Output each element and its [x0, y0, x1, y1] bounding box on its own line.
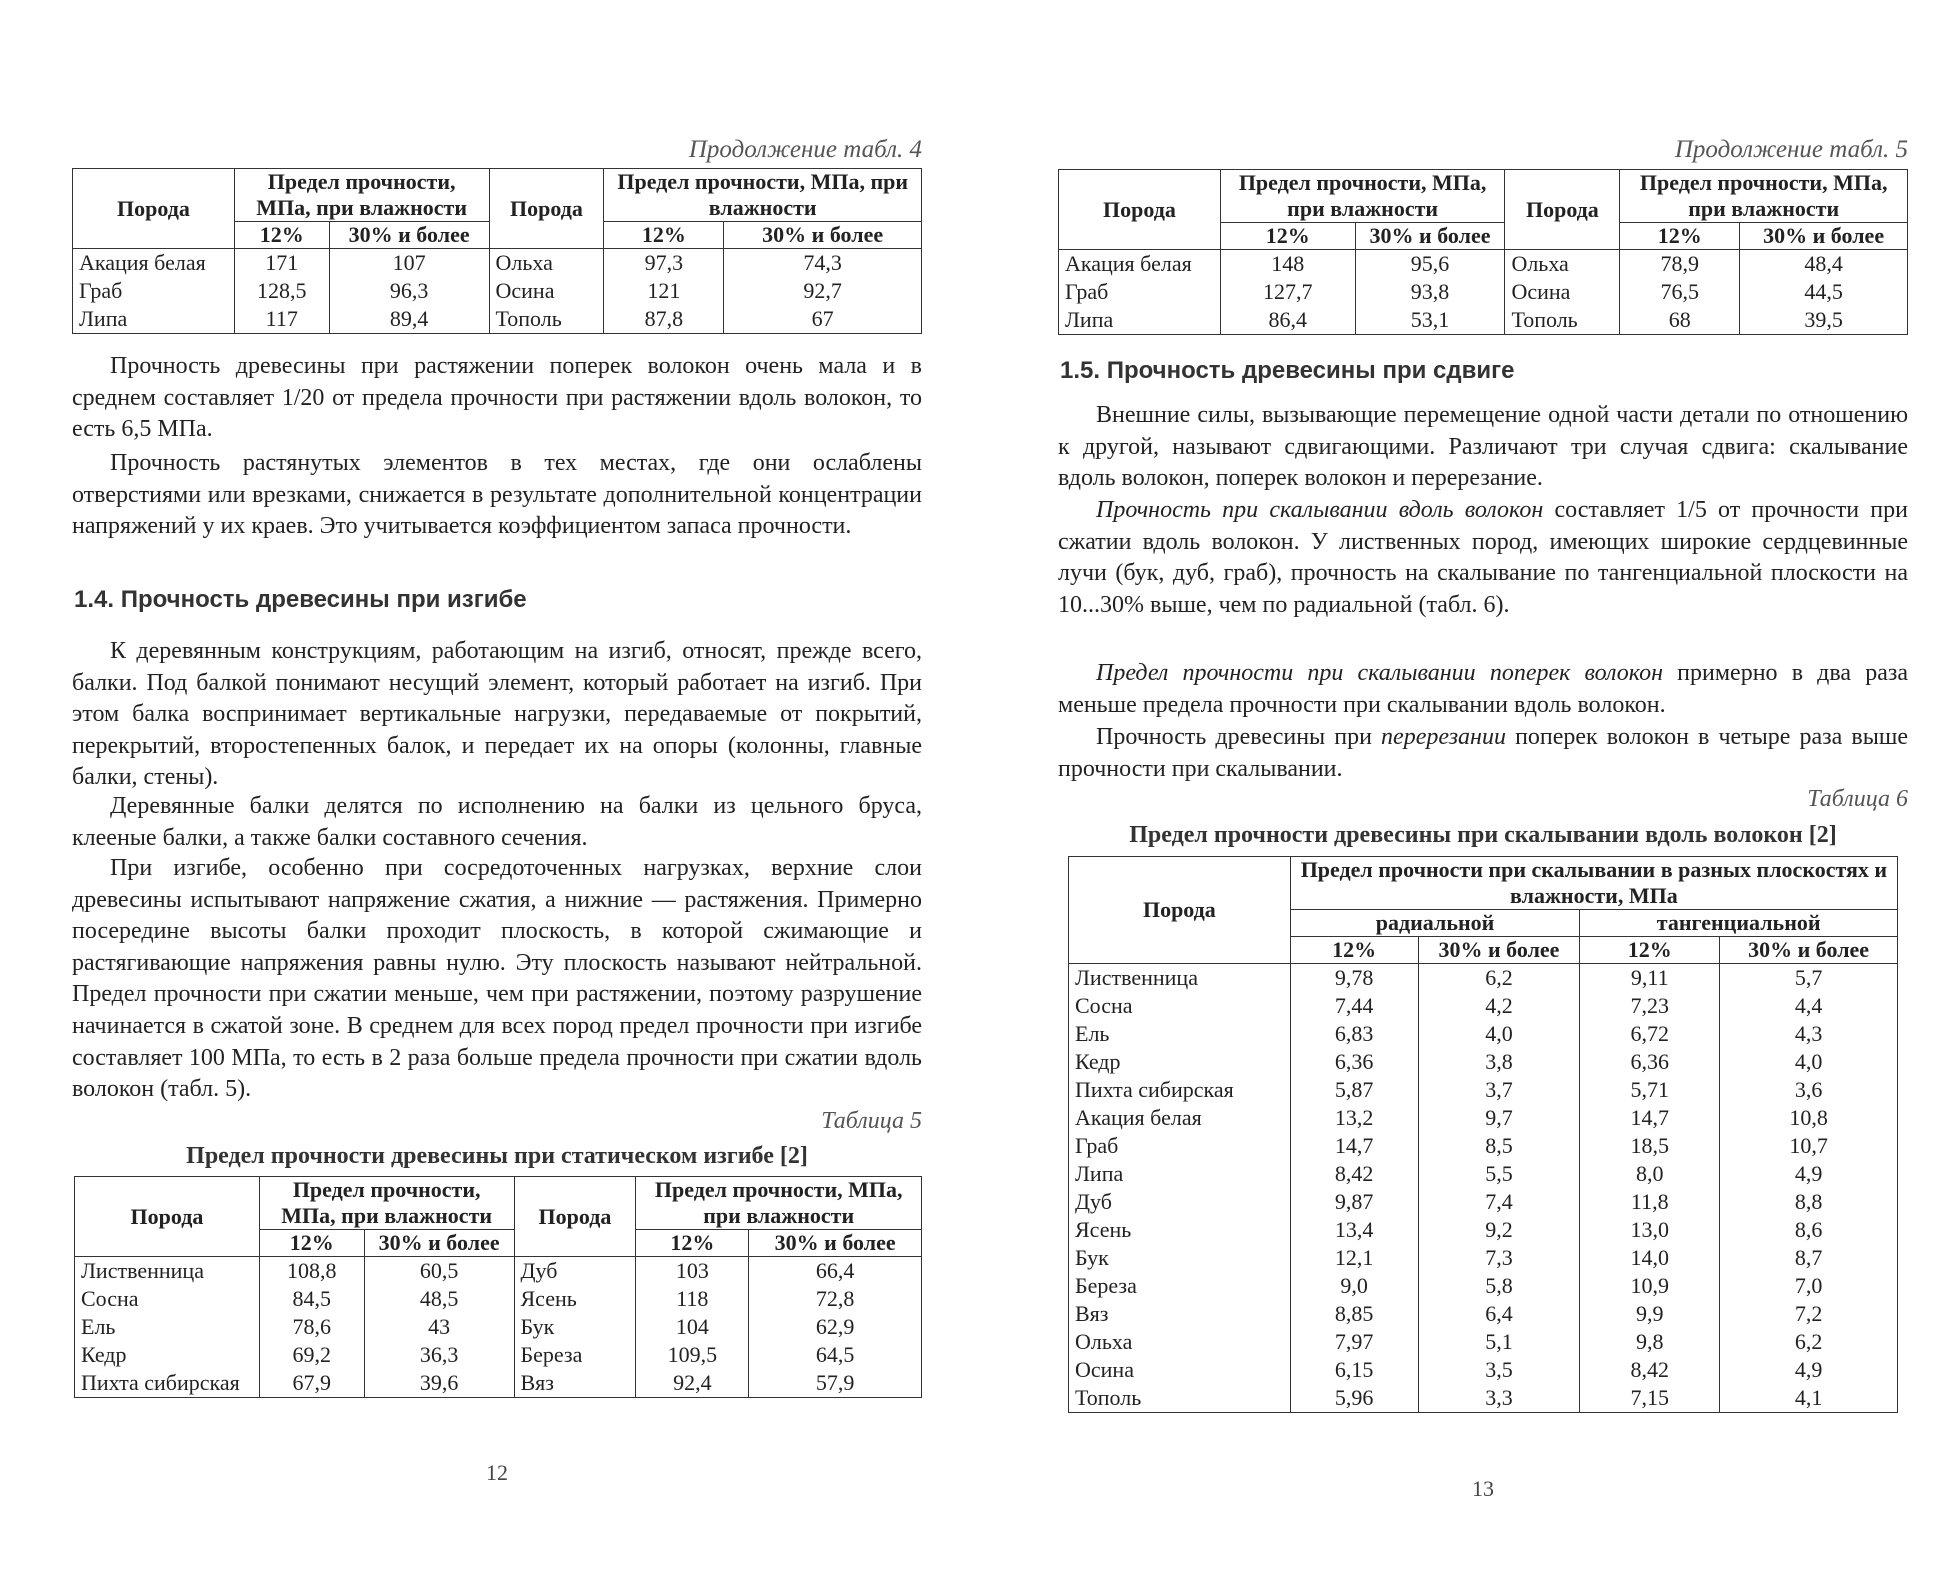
- table-cell: Тополь: [1069, 1384, 1291, 1413]
- table-cell: 9,0: [1290, 1272, 1418, 1300]
- col-header-species: Порода: [1069, 857, 1291, 964]
- table-cell: Пихта сибирская: [75, 1369, 260, 1398]
- table-cell: 10,9: [1580, 1272, 1720, 1300]
- table-cell: 7,4: [1418, 1188, 1580, 1216]
- table-cell: 53,1: [1355, 306, 1505, 335]
- table-row: [1069, 1300, 1898, 1328]
- col-header-strength: Предел прочности, МПа, при влажности: [1620, 170, 1908, 223]
- col-header-species: Порода: [489, 169, 604, 249]
- table-cell: 18,5: [1580, 1132, 1720, 1160]
- table-cell: 8,7: [1720, 1244, 1898, 1272]
- table-row: [1069, 1216, 1898, 1244]
- table-cell: 72,8: [749, 1285, 922, 1313]
- table-cell: Береза: [1069, 1272, 1291, 1300]
- table-row: [1069, 1272, 1898, 1300]
- table-cell: 6,4: [1418, 1300, 1580, 1328]
- table-cell: 68: [1620, 306, 1740, 335]
- table-cell: Граб: [1069, 1132, 1291, 1160]
- table-cell: Липа: [73, 305, 235, 334]
- table-cell: 67,9: [259, 1369, 364, 1398]
- table-row: [73, 305, 922, 334]
- table-row: [1069, 1356, 1898, 1384]
- col-header-species: Порода: [73, 169, 235, 249]
- paragraph: Прочность древесины при растяжении поперек волокон очень мала и в среднем составляет 1/20 от предела прочности при растяжении вдоль волокон, то есть 6,5 МПа.: [72, 353, 922, 443]
- table-cell: 3,3: [1418, 1384, 1580, 1413]
- table-cell: 86,4: [1220, 306, 1355, 335]
- table5: [74, 1176, 922, 1398]
- col-header-30: 30% и более: [1418, 937, 1580, 964]
- table-row: [1069, 1076, 1898, 1104]
- table-cell: Ясень: [514, 1285, 636, 1313]
- page-number: 13: [1472, 1476, 1494, 1501]
- table-cell: 36,3: [364, 1341, 514, 1369]
- table-cell: 4,2: [1418, 992, 1580, 1020]
- col-header-species: Порода: [514, 1177, 636, 1257]
- table-cell: Осина: [1069, 1356, 1291, 1384]
- section-heading: 1.5. Прочность древесины при сдвиге: [1060, 357, 1515, 384]
- table-cell: 48,4: [1740, 250, 1908, 279]
- table-cell: Осина: [1505, 278, 1620, 306]
- table-cell: 43: [364, 1313, 514, 1341]
- table-cell: 12,1: [1290, 1244, 1418, 1272]
- table-cell: 4,9: [1720, 1160, 1898, 1188]
- table-cell: 60,5: [364, 1257, 514, 1286]
- col-header-30: 30% и более: [1355, 223, 1505, 250]
- table-row: [1059, 278, 1908, 306]
- col-header-species: Порода: [75, 1177, 260, 1257]
- col-header-12: 12%: [1620, 223, 1740, 250]
- table-row: [1069, 1020, 1898, 1048]
- table-row: [1059, 306, 1908, 335]
- table-cell: 107: [329, 249, 489, 278]
- table-row: [1059, 250, 1908, 279]
- table-cell: 78,9: [1620, 250, 1740, 279]
- col-header-12: 12%: [1220, 223, 1355, 250]
- col-header-12: 12%: [259, 1230, 364, 1257]
- table-cell: 78,6: [259, 1313, 364, 1341]
- table-cell: 108,8: [259, 1257, 364, 1286]
- table-cell: 171: [234, 249, 329, 278]
- col-header-12: 12%: [234, 222, 329, 249]
- table-cell: Ольха: [1505, 250, 1620, 279]
- table6: [1068, 856, 1898, 1413]
- table-cell: 118: [636, 1285, 749, 1313]
- table-cell: 76,5: [1620, 278, 1740, 306]
- table-cell: Тополь: [1505, 306, 1620, 335]
- table-cell: 6,2: [1720, 1328, 1898, 1356]
- table-cell: Ель: [75, 1313, 260, 1341]
- table-cell: 89,4: [329, 305, 489, 334]
- table-cell: 117: [234, 305, 329, 334]
- col-header-30: 30% и более: [1720, 937, 1898, 964]
- table-cell: 62,9: [749, 1313, 922, 1341]
- table-cell: Ясень: [1069, 1216, 1291, 1244]
- table-row: [1069, 1328, 1898, 1356]
- table-row: [1069, 1384, 1898, 1413]
- table-row: [75, 1341, 922, 1369]
- col-header-tangential: тангенциальной: [1580, 910, 1898, 937]
- table-cell: 64,5: [749, 1341, 922, 1369]
- table-cell: 92,4: [636, 1369, 749, 1398]
- paragraph-text: примерно в два раза меньше предела прочности при скалывании вдоль волокон.: [1058, 660, 1909, 718]
- col-header-12: 12%: [1290, 937, 1418, 964]
- table-cell: 84,5: [259, 1285, 364, 1313]
- table-cell: Пихта сибирская: [1069, 1076, 1291, 1104]
- table-row: [73, 277, 922, 305]
- table-cell: 8,85: [1290, 1300, 1418, 1328]
- table-cell: 39,5: [1740, 306, 1908, 335]
- table-cell: Тополь: [489, 305, 604, 334]
- table-cell: 8,0: [1580, 1160, 1720, 1188]
- col-header-strength: Предел прочности, МПа, при влажности: [234, 169, 489, 222]
- table-cell: 97,3: [604, 249, 724, 278]
- table-row: [73, 249, 922, 278]
- table-cell: 13,2: [1290, 1104, 1418, 1132]
- table-cell: 7,0: [1720, 1272, 1898, 1300]
- table-cell: 14,7: [1580, 1104, 1720, 1132]
- table-cell: 14,7: [1290, 1132, 1418, 1160]
- table-cell: 3,5: [1418, 1356, 1580, 1384]
- table-cell: Вяз: [514, 1369, 636, 1398]
- table-cell: 3,8: [1418, 1048, 1580, 1076]
- table-cell: 7,97: [1290, 1328, 1418, 1356]
- table-cell: 6,72: [1580, 1020, 1720, 1048]
- table-cell: 4,1: [1720, 1384, 1898, 1413]
- table-cell: Сосна: [75, 1285, 260, 1313]
- table-cell: 4,4: [1720, 992, 1898, 1020]
- col-header-30: 30% и более: [749, 1230, 922, 1257]
- table-cell: 8,6: [1720, 1216, 1898, 1244]
- col-header-12: 12%: [1580, 937, 1720, 964]
- paragraph-text: поперек волокон в четыре раза выше прочности при скалывании.: [1058, 724, 1908, 782]
- col-header-shear-group: Предел прочности при скалывании в разных плоскостях и влажности, МПа: [1290, 857, 1897, 910]
- table-cell: Липа: [1059, 306, 1221, 335]
- table-cell: Кедр: [1069, 1048, 1291, 1076]
- table-cell: Дуб: [514, 1257, 636, 1286]
- table-cell: 6,36: [1290, 1048, 1418, 1076]
- table-cell: 103: [636, 1257, 749, 1286]
- table-row: [1069, 1188, 1898, 1216]
- table-cell: 9,7: [1418, 1104, 1580, 1132]
- paragraph: Внешние силы, вызывающие перемещение одной части детали по отношению к другой, называют сдвигающими. Различают три случая сдвига: скалывание вдоль волокон, поперек волокон и перерезание.: [1058, 402, 1908, 492]
- table-row: [75, 1369, 922, 1398]
- table-cell: 69,2: [259, 1341, 364, 1369]
- paragraph: [1058, 495, 1908, 621]
- table-cell: 5,96: [1290, 1384, 1418, 1413]
- table5-continuation-label: Продолжение табл. 5: [1674, 136, 1908, 163]
- table-cell: 11,8: [1580, 1188, 1720, 1216]
- table-cell: 93,8: [1355, 278, 1505, 306]
- table-cell: 5,87: [1290, 1076, 1418, 1104]
- col-header-species: Порода: [1059, 170, 1221, 250]
- table-cell: Дуб: [1069, 1188, 1291, 1216]
- table-cell: 7,3: [1418, 1244, 1580, 1272]
- table-cell: 6,2: [1418, 964, 1580, 993]
- table-cell: 104: [636, 1313, 749, 1341]
- table-cell: 44,5: [1740, 278, 1908, 306]
- paragraph: [1058, 658, 1908, 721]
- table-cell: 6,83: [1290, 1020, 1418, 1048]
- table-row: [75, 1313, 922, 1341]
- table-cell: 8,42: [1580, 1356, 1720, 1384]
- table-cell: 4,9: [1720, 1356, 1898, 1384]
- col-header-30: 30% и более: [329, 222, 489, 249]
- table-cell: 5,71: [1580, 1076, 1720, 1104]
- paragraph-text: составляет 1/5 от прочности при сжатии вдоль волокон. У лиственных пород, имеющих широкие сердцевинные лучи (бук, дуб, граб), прочность на скалывание по тангенциальной плоскости на 10...30% выше, чем по радиальной (табл. 6).: [1058, 497, 1908, 618]
- table-cell: Сосна: [1069, 992, 1291, 1020]
- table-cell: Липа: [1069, 1160, 1291, 1188]
- table-cell: Береза: [514, 1341, 636, 1369]
- table-cell: Граб: [73, 277, 235, 305]
- table-cell: 109,5: [636, 1341, 749, 1369]
- table-cell: 9,8: [1580, 1328, 1720, 1356]
- col-header-12: 12%: [636, 1230, 749, 1257]
- table6-label: Таблица 6: [1807, 786, 1908, 812]
- table-cell: 10,7: [1720, 1132, 1898, 1160]
- table-cell: 74,3: [724, 249, 922, 278]
- table-cell: 57,9: [749, 1369, 922, 1398]
- table-row: [1069, 992, 1898, 1020]
- table-cell: 128,5: [234, 277, 329, 305]
- table-cell: 9,2: [1418, 1216, 1580, 1244]
- table-cell: 5,8: [1418, 1272, 1580, 1300]
- table-cell: Вяз: [1069, 1300, 1291, 1328]
- table-cell: 7,44: [1290, 992, 1418, 1020]
- table-cell: 6,36: [1580, 1048, 1720, 1076]
- col-header-species: Порода: [1505, 170, 1620, 250]
- table5-label: Таблица 5: [821, 1108, 922, 1134]
- col-header-strength: Предел прочности, МПа, при влажности: [1220, 170, 1505, 223]
- table-cell: 96,3: [329, 277, 489, 305]
- table-cell: 5,1: [1418, 1328, 1580, 1356]
- table-row: [75, 1285, 922, 1313]
- col-header-radial: радиальной: [1290, 910, 1580, 937]
- paragraph: Прочность растянутых элементов в тех местах, где они ослаблены отверстиями или врезками, снижается в результате дополнительной концентрации напряжений у их краев. Это учитывается коэффициентом запаса прочности.: [72, 450, 922, 540]
- paragraph: Деревянные балки делятся по исполнению на балки из цельного бруса, клееные балки, а также балки составного сечения.: [72, 793, 922, 851]
- table-cell: 3,7: [1418, 1076, 1580, 1104]
- italic-term: перерезании: [1381, 724, 1506, 750]
- table-cell: 67: [724, 305, 922, 334]
- paragraph: [1058, 722, 1908, 785]
- table-row: [1069, 1132, 1898, 1160]
- table4-continuation-label: Продолжение табл. 4: [688, 136, 922, 163]
- table-cell: Бук: [1069, 1244, 1291, 1272]
- table-cell: 92,7: [724, 277, 922, 305]
- table-row: [1069, 964, 1898, 993]
- col-header-12: 12%: [604, 222, 724, 249]
- page-number: 12: [486, 1460, 508, 1485]
- table-cell: Ольха: [489, 249, 604, 278]
- table-cell: 48,5: [364, 1285, 514, 1313]
- table-row: [1069, 1244, 1898, 1272]
- col-header-strength: Предел прочности, МПа, при влажности: [604, 169, 922, 222]
- table-cell: 8,42: [1290, 1160, 1418, 1188]
- table-cell: Акация белая: [73, 249, 235, 278]
- table-cell: Акация белая: [1059, 250, 1221, 279]
- table-cell: 13,0: [1580, 1216, 1720, 1244]
- table-row: [1069, 1048, 1898, 1076]
- table-cell: 39,6: [364, 1369, 514, 1398]
- table-cell: 6,15: [1290, 1356, 1418, 1384]
- table-row: [1069, 1104, 1898, 1132]
- table5-caption: Предел прочности древесины при статическом изгибе [2]: [186, 1143, 808, 1169]
- table-cell: 5,7: [1720, 964, 1898, 993]
- table-cell: Кедр: [75, 1341, 260, 1369]
- table-cell: Лиственница: [1069, 964, 1291, 993]
- table4-continued: [72, 168, 922, 334]
- table-row: [75, 1257, 922, 1286]
- table-cell: 9,11: [1580, 964, 1720, 993]
- table-row: [1069, 1160, 1898, 1188]
- table-cell: 148: [1220, 250, 1355, 279]
- table-cell: 5,5: [1418, 1160, 1580, 1188]
- table-cell: 13,4: [1290, 1216, 1418, 1244]
- table-cell: 9,87: [1290, 1188, 1418, 1216]
- table-cell: 4,0: [1418, 1020, 1580, 1048]
- table-cell: Ольха: [1069, 1328, 1291, 1356]
- table-cell: Акация белая: [1069, 1104, 1291, 1132]
- italic-term: Предел прочности при скалывании поперек волокон: [1096, 660, 1664, 686]
- table6-caption: Предел прочности древесины при скалывании вдоль волокон [2]: [1129, 822, 1837, 848]
- paragraph: При изгибе, особенно при сосредоточенных нагрузках, верхние слои древесины испытывают напряжение сжатия, а нижние — растяжения. Примерно посередине высоты балки проходит плоскость, в которой сжимающие и растягивающие напряжения равны нулю. Эту плоскость называют нейтральной. Предел прочности при сжатии меньше, чем при растяжении, поэтому разрушение начинается в сжатой зоне. В среднем для всех пород предел прочности при изгибе составляет 100 МПа, то есть в 2 раза больше предела прочности при сжатии вдоль волокон (табл. 5).: [72, 855, 922, 1103]
- italic-term: Прочность при скалывании вдоль волокон: [1096, 497, 1544, 523]
- table-cell: Граб: [1059, 278, 1221, 306]
- table-cell: Осина: [489, 277, 604, 305]
- table-cell: 9,78: [1290, 964, 1418, 993]
- table-cell: 4,3: [1720, 1020, 1898, 1048]
- table-cell: 87,8: [604, 305, 724, 334]
- table-cell: 7,23: [1580, 992, 1720, 1020]
- col-header-30: 30% и более: [364, 1230, 514, 1257]
- table-cell: 66,4: [749, 1257, 922, 1286]
- table-cell: 10,8: [1720, 1104, 1898, 1132]
- table-cell: 7,15: [1580, 1384, 1720, 1413]
- col-header-30: 30% и более: [724, 222, 922, 249]
- table-cell: 8,5: [1418, 1132, 1580, 1160]
- col-header-30: 30% и более: [1740, 223, 1908, 250]
- table-cell: 8,8: [1720, 1188, 1898, 1216]
- paragraph: К деревянным конструкциям, работающим на изгиб, относят, прежде всего, балки. Под балкой понимают несущий элемент, который работает на изгиб. При этом балка воспринимает вертикальные нагрузки, передаваемые от покрытий, перекрытий, второстепенных балок, и передает их на опоры (колонны, главные балки, стены).: [72, 638, 922, 791]
- section-heading: 1.4. Прочность древесины при изгибе: [74, 586, 527, 613]
- table-cell: Лиственница: [75, 1257, 260, 1286]
- table-cell: 7,2: [1720, 1300, 1898, 1328]
- table-cell: 4,0: [1720, 1048, 1898, 1076]
- table-cell: 9,9: [1580, 1300, 1720, 1328]
- col-header-strength: Предел прочности, МПа, при влажности: [636, 1177, 922, 1230]
- table-cell: Ель: [1069, 1020, 1291, 1048]
- table5-continued: [1058, 169, 1908, 335]
- table-cell: 14,0: [1580, 1244, 1720, 1272]
- table-cell: 95,6: [1355, 250, 1505, 279]
- table-cell: 121: [604, 277, 724, 305]
- col-header-strength: Предел прочности, МПа, при влажности: [259, 1177, 514, 1230]
- table-cell: 3,6: [1720, 1076, 1898, 1104]
- table-cell: Бук: [514, 1313, 636, 1341]
- table-cell: 127,7: [1220, 278, 1355, 306]
- paragraph-text: Прочность древесины при: [1096, 724, 1382, 750]
